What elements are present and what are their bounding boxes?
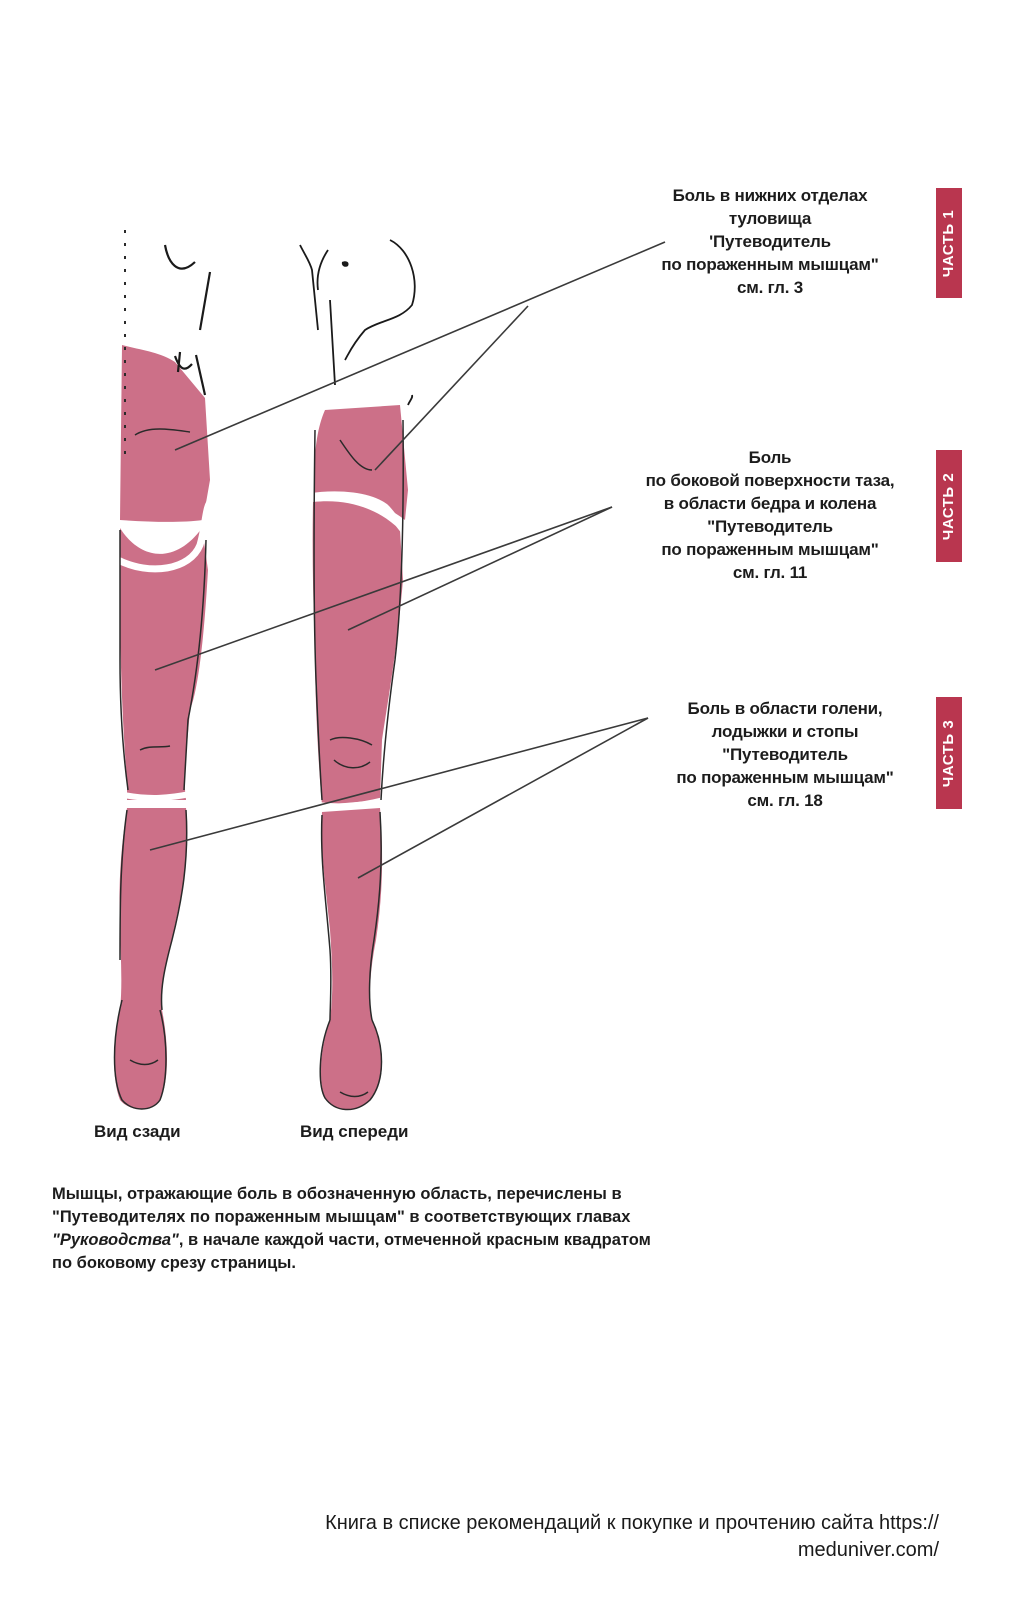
front-view-leg xyxy=(300,240,418,1110)
callout-part3 xyxy=(635,697,935,812)
callout-part1 xyxy=(620,184,920,299)
figure-caption xyxy=(52,1183,672,1275)
back-view-leg xyxy=(114,230,212,1109)
callout-part1-line: Боль в нижних отделах xyxy=(672,186,868,205)
back-leg-region-trunk xyxy=(120,345,210,522)
callout-part1-line: туловища xyxy=(728,209,812,228)
callout-part2-line: по пораженным мышцам" xyxy=(661,540,879,559)
callout-part2-line: Боль xyxy=(748,448,792,467)
part3-tab xyxy=(936,697,962,809)
front-leg-region-thigh-knee xyxy=(313,501,403,805)
callout-part2 xyxy=(610,446,930,584)
front-trunk-sketch xyxy=(300,240,415,405)
caption-emphasis: "Руководства" xyxy=(52,1231,179,1249)
leader-part3-back xyxy=(150,718,648,850)
caption-text-before: Мышцы, отражающие боль в обозначенную область, перечислены в "Путеводителях по пораженным мышцам" в соответствующих главах xyxy=(52,1185,631,1226)
callout-part3-line: лодыжки и стопы xyxy=(711,722,859,741)
callout-part1-line: по пораженным мышцам" xyxy=(661,255,879,274)
callout-part2-line: по боковой поверхности таза, xyxy=(645,471,895,490)
callout-part3-line: по пораженным мышцам" xyxy=(676,768,894,787)
callout-part2-line: см. гл. 11 xyxy=(732,563,808,582)
part3-tab-label: ЧАСТЬ 3 xyxy=(940,719,958,787)
callout-part3-line: "Путеводитель xyxy=(722,745,848,764)
part1-tab xyxy=(936,188,962,298)
callout-part3-line: Боль в области голени, xyxy=(687,699,883,718)
front-view-label: Вид спереди xyxy=(300,1122,409,1141)
front-navel xyxy=(342,261,349,267)
leader-part1-back xyxy=(175,242,665,450)
back-view-label: Вид сзади xyxy=(94,1122,181,1141)
footer-line-2: meduniver.com/ xyxy=(797,1539,939,1561)
footer-line-1: Книга в списке рекомендаций к покупке и прочтению сайта https:// xyxy=(325,1512,939,1534)
callout-part3-line: см. гл. 18 xyxy=(747,791,823,810)
callout-part2-line: в области бедра и колена xyxy=(663,494,877,513)
part2-tab-label: ЧАСТЬ 2 xyxy=(940,472,958,540)
footer-note xyxy=(325,1510,939,1564)
leader-part1-front xyxy=(375,306,528,470)
leader-part3-front xyxy=(358,718,648,878)
callout-part2-line: "Путеводитель xyxy=(707,517,833,536)
caption-text-after: , в начале каждой части, отмеченной красным квадратом по боковому срезу страницы. xyxy=(52,1231,651,1272)
part2-tab xyxy=(936,450,962,562)
callout-part1-line: см. гл. 3 xyxy=(736,278,804,297)
part1-tab-label: ЧАСТЬ 1 xyxy=(940,209,958,277)
leader-lines xyxy=(150,242,665,878)
callout-part1-line: 'Путеводитель xyxy=(709,232,831,251)
